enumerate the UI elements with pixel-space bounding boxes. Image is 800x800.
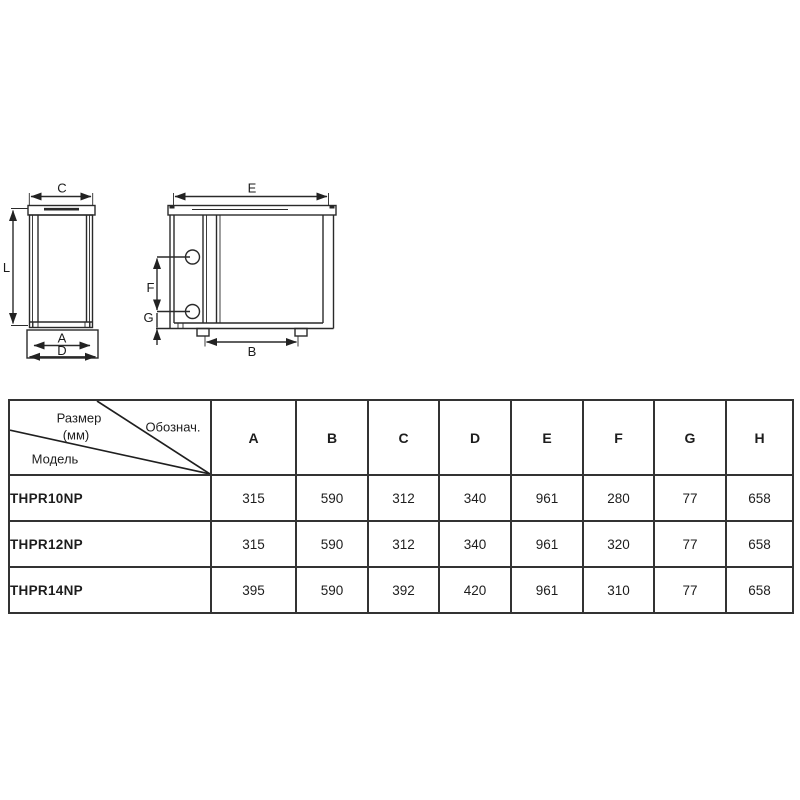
value-cell: 312 — [368, 521, 439, 567]
corner-cell — [9, 400, 211, 475]
col-header-c: C — [368, 400, 439, 475]
value-cell: 961 — [511, 521, 583, 567]
dim-label-a: A — [57, 330, 67, 346]
value-cell: 658 — [726, 521, 793, 567]
value-cell: 320 — [583, 521, 654, 567]
value-cell: 77 — [654, 475, 726, 521]
value-cell: 590 — [296, 567, 368, 613]
value-cell: 312 — [368, 475, 439, 521]
model-cell: THPR14NP — [9, 567, 211, 613]
model-cell: THPR10NP — [9, 475, 211, 521]
table-row — [9, 567, 793, 613]
value-cell: 961 — [511, 567, 583, 613]
front-view-drawing — [143, 181, 336, 360]
value-cell: 340 — [439, 475, 511, 521]
value-cell: 961 — [511, 475, 583, 521]
dim-label-b: B — [247, 344, 257, 359]
value-cell: 392 — [368, 567, 439, 613]
dimensions-table — [8, 399, 794, 614]
dim-label-d: D — [57, 343, 67, 358]
value-cell: 340 — [439, 521, 511, 567]
value-cell: 658 — [726, 567, 793, 613]
dim-label-c: C — [57, 180, 67, 196]
value-cell: 420 — [439, 567, 511, 613]
value-cell: 77 — [654, 521, 726, 567]
side-view-drawing — [3, 181, 98, 359]
col-header-h: H — [726, 400, 793, 475]
value-cell: 395 — [211, 567, 296, 613]
value-cell: 310 — [583, 567, 654, 613]
value-cell: 658 — [726, 475, 793, 521]
dim-label-f: F — [146, 280, 155, 295]
dim-label-g: G — [143, 310, 154, 325]
col-header-b: B — [296, 400, 368, 475]
value-cell: 77 — [654, 567, 726, 613]
col-header-e: E — [511, 400, 583, 475]
header-row — [9, 400, 793, 475]
col-header-d: D — [439, 400, 511, 475]
value-cell: 315 — [211, 521, 296, 567]
value-cell: 590 — [296, 475, 368, 521]
table-row — [9, 521, 793, 567]
value-cell: 280 — [583, 475, 654, 521]
model-cell: THPR12NP — [9, 521, 211, 567]
corner-size-label: Размер — [56, 410, 102, 426]
col-header-f: F — [583, 400, 654, 475]
dimensions-table-wrapper — [8, 399, 794, 614]
value-cell: 315 — [211, 475, 296, 521]
dimension-drawing — [0, 180, 360, 380]
corner-designation-label: Обознач. — [145, 419, 201, 435]
col-header-a: A — [211, 400, 296, 475]
col-header-g: G — [654, 400, 726, 475]
corner-unit-label: (мм) — [62, 427, 90, 443]
table-row — [9, 475, 793, 521]
dim-label-l: L — [2, 260, 11, 275]
corner-model-label: Модель — [31, 451, 79, 467]
dim-label-e: E — [247, 180, 257, 196]
value-cell: 590 — [296, 521, 368, 567]
